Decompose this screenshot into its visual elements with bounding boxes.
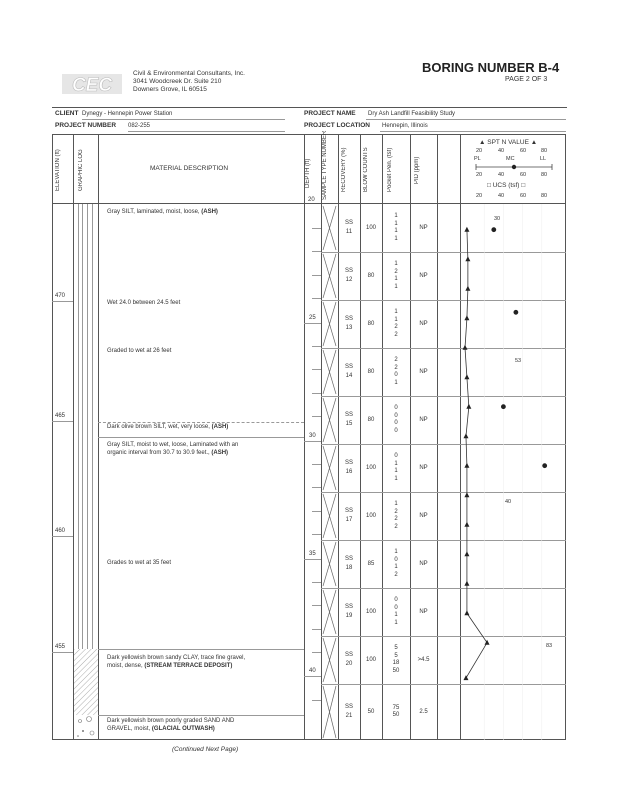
elevation-470: 470 <box>55 293 66 299</box>
pocket-pen-value: NP <box>419 273 428 279</box>
spt-tick-80: 80 <box>541 148 548 154</box>
sample-type: SS <box>344 460 353 466</box>
blow-count: 2 <box>394 571 398 578</box>
desc-dark-olive-silt: Dark olive brown SILT, wet, very loose, (ASH) <box>107 424 229 430</box>
blow-count: 50 <box>392 712 400 718</box>
ucs-tick-60: 60 <box>520 193 527 199</box>
spt-tick-60: 60 <box>520 148 527 154</box>
mc-tick-40: 40 <box>498 172 505 178</box>
project-number-value: 082-255 <box>128 123 151 129</box>
sample-number: 13 <box>345 325 353 331</box>
blow-count: 5 <box>394 652 398 659</box>
sample-number: 18 <box>345 565 353 571</box>
blow-count: 1 <box>394 549 398 555</box>
spt-tick-40: 40 <box>498 148 505 154</box>
blow-count: 18 <box>392 660 400 666</box>
graphic-log-clay <box>74 649 98 715</box>
elevation-header: ELEVATION (ft) <box>55 149 61 191</box>
sample-graphic <box>321 252 338 300</box>
depth-30: 30 <box>309 433 316 439</box>
mc-label-83: 83 <box>546 643 553 649</box>
pocket-pen-value: NP <box>419 465 428 471</box>
project-location-label: PROJECT LOCATION <box>304 122 370 129</box>
depth-25: 25 <box>309 315 316 321</box>
spt-point <box>464 227 469 232</box>
spt-point <box>465 286 470 291</box>
blow-count: 75 <box>392 704 400 711</box>
recovery-value: 100 <box>365 465 376 471</box>
mc-tick-20: 20 <box>476 172 483 178</box>
blow-count: 1 <box>394 564 398 570</box>
blow-count: 1 <box>394 501 398 507</box>
spt-point <box>464 315 469 320</box>
spt-point <box>464 551 469 556</box>
moisture-point <box>513 310 518 315</box>
spt-point <box>465 256 470 261</box>
spt-point <box>464 522 469 527</box>
blow-count: 0 <box>394 597 398 603</box>
desc-sandy-clay-1: Dark yellowish brown sandy CLAY, trace fine gravel, <box>107 655 246 661</box>
pocket-pen-value: NP <box>419 513 428 519</box>
blow-count: 2 <box>394 364 398 371</box>
blow-count: 0 <box>394 427 398 434</box>
blow-count: 2 <box>394 508 398 515</box>
sample-type: SS <box>344 556 353 562</box>
pocket-pen-header: Pocket Pen. (tsf) <box>387 147 393 193</box>
sample-type: SS <box>344 508 353 514</box>
desc-gray-silt-laminated-1: Gray SILT, moist to wet, loose, Laminated with an <box>107 442 239 448</box>
blow-count: 1 <box>394 309 398 315</box>
recovery-value: 80 <box>367 417 375 423</box>
sample-type-header: SAMPLE TYPE NUMBER <box>322 130 328 200</box>
desc-wet-24: Wet 24.0 between 24.5 feet <box>107 300 181 306</box>
graphic-log-silt <box>74 204 98 649</box>
blow-count: 5 <box>394 645 398 651</box>
page-number: PAGE 2 OF 3 <box>505 76 548 83</box>
sample-type: SS <box>344 412 353 418</box>
recovery-header: RECOVERY (%) <box>341 147 347 193</box>
sample-graphic <box>321 684 338 740</box>
blow-count: 2 <box>394 516 398 522</box>
blow-count: 1 <box>394 283 398 290</box>
logo-lettering: CEC <box>71 75 113 96</box>
blow-count: 1 <box>394 468 398 474</box>
sample-type: SS <box>344 220 353 226</box>
blow-count: 1 <box>394 475 398 482</box>
moisture-point <box>501 404 506 409</box>
pocket-pen-value: >4.5 <box>417 657 430 663</box>
depth-40: 40 <box>309 668 316 674</box>
blow-count: 1 <box>394 235 398 242</box>
sample-graphic <box>321 588 338 636</box>
depth-35: 35 <box>309 551 316 557</box>
blow-count: 1 <box>394 276 398 282</box>
sample-graphic <box>321 348 338 396</box>
blow-count: 50 <box>392 667 400 674</box>
blow-count: 0 <box>394 604 398 611</box>
blow-count: 0 <box>394 453 398 459</box>
spt-point <box>464 581 469 586</box>
pocket-pen-value: NP <box>419 225 428 231</box>
sample-number: 19 <box>345 613 353 619</box>
sample-graphic <box>321 300 338 348</box>
mc-label: MC <box>506 156 515 162</box>
sample-type: SS <box>344 604 353 610</box>
sample-type: SS <box>344 704 353 710</box>
material-description-header: MATERIAL DESCRIPTION <box>150 165 229 172</box>
sample-graphic <box>321 204 338 252</box>
spt-point <box>463 433 468 438</box>
desc-gray-silt-laminated-2: organic interval from 30.7 to 30.9 feet., (ASH) <box>107 450 229 456</box>
sample-type: SS <box>344 364 353 370</box>
blow-count: 1 <box>394 619 398 626</box>
ucs-tick-20: 20 <box>476 193 483 199</box>
pocket-pen-value: 2.5 <box>419 709 428 715</box>
elevation-455: 455 <box>55 644 66 650</box>
company-address-1: 3041 Woodcreek Dr. Suite 210 <box>133 78 222 85</box>
depth-start: 20 <box>308 197 315 203</box>
blow-count: 1 <box>394 460 398 467</box>
ll-label: LL <box>540 156 547 162</box>
blow-count: 1 <box>394 213 398 219</box>
recovery-value: 80 <box>367 321 375 327</box>
blow-count: 1 <box>394 220 398 227</box>
spt-point <box>464 610 469 615</box>
company-address-2: Downers Grove, IL 60515 <box>133 86 207 93</box>
pid-header: PID (ppm) <box>414 156 420 184</box>
desc-sand-gravel-1: Dark yellowish brown poorly graded SAND AND <box>107 718 235 724</box>
spt-point <box>464 463 469 468</box>
desc-sandy-clay-2: moist, dense, (STREAM TERRACE DEPOSIT) <box>107 663 233 669</box>
sample-graphic <box>321 444 338 492</box>
blow-counts-header: BLOW COUNTS <box>363 147 369 193</box>
sample-number: 21 <box>345 713 353 719</box>
blow-count: 2 <box>394 324 398 330</box>
elevation-460: 460 <box>55 528 66 534</box>
pocket-pen-value: NP <box>419 609 428 615</box>
ucs-title: □ UCS (tsf) □ <box>487 182 526 189</box>
recovery-value: 100 <box>365 225 376 231</box>
recovery-value: 85 <box>367 561 375 567</box>
ucs-tick-80: 80 <box>541 193 548 199</box>
graphic-log-sand-gravel <box>74 715 98 740</box>
mc-label-30: 30 <box>494 216 501 222</box>
mc-legend-bar <box>466 162 562 172</box>
sample-number: 14 <box>345 373 353 379</box>
blow-count: 1 <box>394 379 398 386</box>
sample-number: 12 <box>345 277 353 283</box>
sample-number: 20 <box>345 661 353 667</box>
blow-count: 0 <box>394 420 398 426</box>
sample-number: 16 <box>345 469 353 475</box>
pocket-pen-value: NP <box>419 369 428 375</box>
boring-number-title: BORING NUMBER B-4 <box>422 60 560 75</box>
project-name-value: Dry Ash Landfill Feasibility Study <box>368 111 456 117</box>
blow-count: 2 <box>394 357 398 363</box>
mc-tick-60: 60 <box>520 172 527 178</box>
sample-type: SS <box>344 316 353 322</box>
spt-point <box>463 345 468 350</box>
client-label: CLIENT <box>55 110 79 117</box>
blow-count: 1 <box>394 228 398 234</box>
company-logo <box>62 70 124 98</box>
spt-tick-20: 20 <box>476 148 483 154</box>
sample-graphic <box>321 492 338 540</box>
pocket-pen-value: NP <box>419 417 428 423</box>
mc-label-40: 40 <box>505 499 512 505</box>
project-number-label: PROJECT NUMBER <box>55 122 117 129</box>
company-name: Civil & Environmental Consultants, Inc. <box>133 70 245 77</box>
sample-graphic <box>321 396 338 444</box>
project-name-label: PROJECT NAME <box>304 110 356 117</box>
graphic-log-header: GRAPHIC LOG <box>78 149 84 191</box>
blow-count: 2 <box>394 331 398 338</box>
moisture-point <box>491 227 496 232</box>
desc-gray-silt: Gray SILT, laminated, moist, loose, (ASH) <box>107 209 218 215</box>
depth-header: DEPTH (ft) <box>305 158 311 188</box>
desc-grades-wet-35: Grades to wet at 35 feet <box>107 560 172 566</box>
mc-tick-80: 80 <box>541 172 548 178</box>
recovery-value: 80 <box>367 369 375 375</box>
desc-sand-gravel-2: GRAVEL, moist, (GLACIAL OUTWASH) <box>107 726 215 732</box>
blow-count: 1 <box>394 261 398 267</box>
sample-number: 11 <box>345 229 353 235</box>
spt-point <box>464 374 469 379</box>
blow-count: 2 <box>394 523 398 530</box>
spt-point <box>466 404 471 409</box>
project-location-value: Hennepin, Illinois <box>382 123 428 129</box>
spt-series-line <box>465 230 487 678</box>
blow-count: 0 <box>394 556 398 563</box>
mc-label-53: 53 <box>515 358 522 364</box>
recovery-value: 100 <box>365 513 376 519</box>
recovery-value: 80 <box>367 273 375 279</box>
moisture-point <box>542 463 547 468</box>
sample-type: SS <box>344 652 353 658</box>
pl-label: PL <box>474 156 481 162</box>
spt-point <box>464 492 469 497</box>
elevation-465: 465 <box>55 413 66 419</box>
recovery-value: 100 <box>365 609 376 615</box>
ucs-tick-40: 40 <box>498 193 505 199</box>
spt-title: ▲ SPT N VALUE ▲ <box>479 139 538 146</box>
blow-count: 2 <box>394 268 398 275</box>
blow-count: 0 <box>394 372 398 378</box>
spt-moisture-chart <box>460 204 566 740</box>
desc-graded-wet-26: Graded to wet at 26 feet <box>107 348 172 354</box>
recovery-value: 50 <box>367 709 375 715</box>
sample-number: 15 <box>345 421 353 427</box>
sample-type: SS <box>344 268 353 274</box>
pocket-pen-value: NP <box>419 321 428 327</box>
blow-count: 1 <box>394 316 398 323</box>
sample-graphic <box>321 540 338 588</box>
recovery-value: 100 <box>365 657 376 663</box>
continued-next-page: (Continued Next Page) <box>172 746 239 753</box>
sample-graphic <box>321 636 338 684</box>
pocket-pen-value: NP <box>419 561 428 567</box>
client-value: Dynegy - Hennepin Power Station <box>82 111 173 117</box>
blow-count: 0 <box>394 412 398 419</box>
sample-number: 17 <box>345 517 353 523</box>
blow-count: 0 <box>394 405 398 411</box>
blow-count: 1 <box>394 612 398 618</box>
